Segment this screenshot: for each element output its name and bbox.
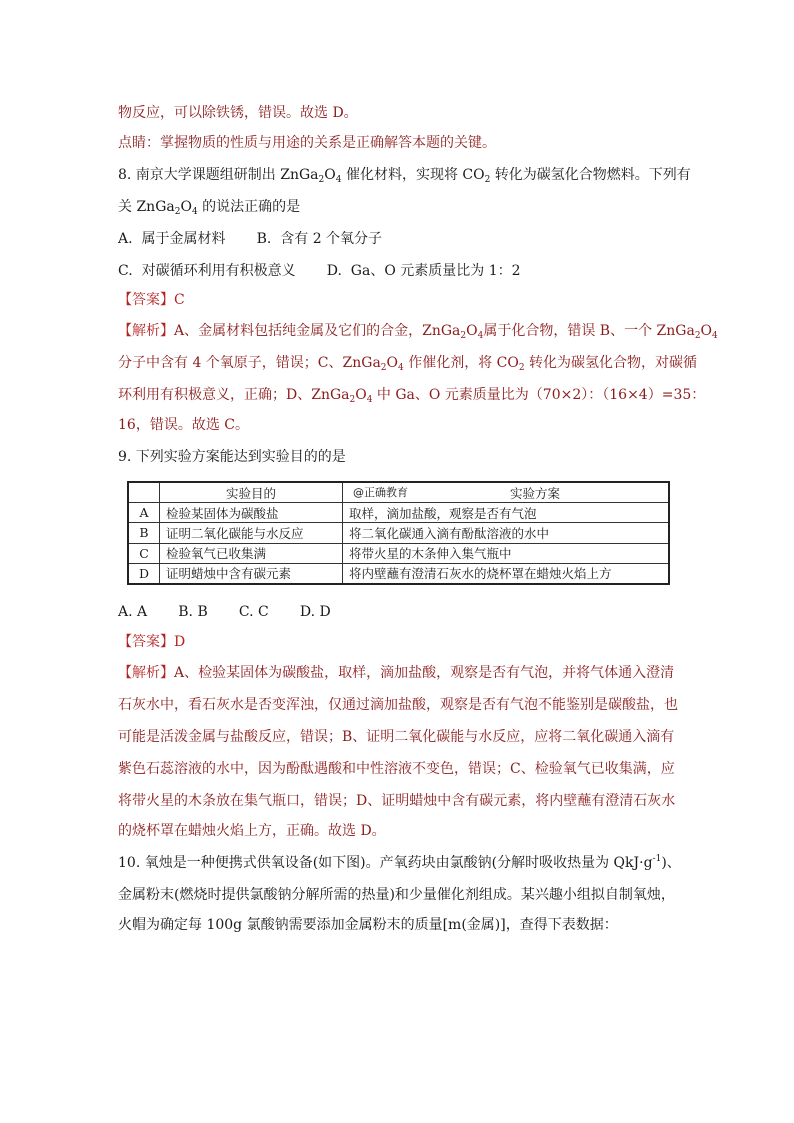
table-header-goal: 实验目的 (160, 482, 343, 503)
table-header-cell (128, 482, 160, 503)
question-8-options-cd: C. 对碳循环利用有积极意义 D. Ga、O 元素质量比为 1：2 (118, 263, 521, 279)
watermark: @正确教育 (353, 485, 408, 499)
question-10-line-1: 10. 氧烛是一种便携式供氧设备(如下图)。产氧药块由氯酸钠(分解时吸收热量为 $QkJ\cdot g^{-1}$)、 (118, 854, 681, 871)
analysis-9-line-6: 的烧杯罩在蜡烛火焰上方，正确。故选 D。 (118, 823, 386, 839)
analysis-9-line-2: 石灰水中，看石灰水是否变浑浊，仅通过滴加盐酸，观察是否有气泡不能鉴别是碳酸盐，也 (118, 697, 678, 713)
text-line: 物反应，可以除铁锈，错误。故选 D。 (118, 105, 358, 121)
table-header-plan: @正确教育 实验方案 (343, 482, 670, 503)
question-9-options: A. A B. B C. C D. D (118, 604, 331, 620)
analysis-8-line-3: 环利用有积极意义，正确；D、$ZnGa_2O_4$ 中 Ga、O 元素质量比为（70×2）：（16×4）=35： (118, 387, 706, 405)
row-id: C (128, 543, 160, 563)
answer-8: 【答案】C (118, 292, 185, 308)
question-10-line-3: 火帽为确定每 100g 氯酸钠需要添加金属粉末的质量[m(金属)]，查得下表数据： (118, 917, 618, 933)
table-row (128, 503, 669, 523)
row-id: A (128, 503, 160, 523)
question-8-cont: 关 $ZnGa_2O_4$ 的说法正确的是 (118, 199, 301, 217)
row-goal: 证明二氧化碳能与水反应 (160, 523, 343, 543)
row-plan: 取样，滴加盐酸，观察是否有气泡 (343, 503, 670, 523)
analysis-8-line-1: 【解析】A、金属材料包括纯金属及它们的合金，$ZnGa_2O_4$属于化合物，错误 B、一个 $ZnGa_2O_4$ (118, 323, 718, 341)
analysis-9-line-3: 可能是活泼金属与盐酸反应，错误；B、证明二氧化碳能与水反应，应将二氧化碳通入滴有 (118, 729, 675, 745)
question-9: 9. 下列实验方案能达到实验目的的是 (118, 449, 346, 465)
table-row (128, 563, 669, 584)
question-10-line-2: 金属粉末(燃烧时提供氯酸钠分解所需的热量)和少量催化剂组成。某兴趣小组拟自制氧烛， (118, 887, 675, 903)
question-8-options-ab: A. 属于金属材料 B. 含有 2 个氧分子 (118, 231, 383, 247)
analysis-8-line-2: 分子中含有 4 个氧原子，错误；C、$ZnGa_2O_4$ 作催化剂，将 $CO_2$ 转化为碳氢化合物，对碳循 (118, 355, 698, 373)
row-id: D (128, 563, 160, 584)
analysis-9-line-4: 紫色石蕊溶液的水中，因为酚酞遇酸和中性溶液不变色，错误；C、检验氧气已收集满，应 (118, 761, 675, 777)
analysis-9-line-1: 【解析】A、检验某固体为碳酸盐，取样，滴加盐酸，观察是否有气泡，并将气体通入澄清 (118, 665, 675, 681)
analysis-8-line-4: 16，错误。故选 C。 (118, 417, 249, 433)
row-plan: 将带火星的木条伸入集气瓶中 (343, 543, 670, 563)
table-header-row (128, 482, 669, 503)
question-8: 8. 南京大学课题组研制出 $ZnGa_2O_4$ 催化材料，实现将 $CO_2$ 转化为碳氢化合物燃料。下列有 (118, 167, 691, 185)
table-row (128, 523, 669, 543)
row-plan: 将内壁蘸有澄清石灰水的烧杯罩在蜡烛火焰上方 (343, 563, 670, 584)
row-goal: 检验某固体为碳酸盐 (160, 503, 343, 523)
tip-line: 点睛：掌握物质的性质与用途的关系是正确解答本题的关键。 (118, 135, 496, 151)
analysis-9-line-5: 将带火星的木条放在集气瓶口，错误；D、证明蜡烛中含有碳元素，将内壁蘸有澄清石灰水 (118, 793, 676, 809)
experiment-table (127, 481, 670, 585)
table-row (128, 543, 669, 563)
row-goal: 检验氧气已收集满 (160, 543, 343, 563)
row-plan: 将二氧化碳通入滴有酚酞溶液的水中 (343, 523, 670, 543)
row-goal: 证明蜡烛中含有碳元素 (160, 563, 343, 584)
row-id: B (128, 523, 160, 543)
answer-9: 【答案】D (118, 634, 186, 650)
